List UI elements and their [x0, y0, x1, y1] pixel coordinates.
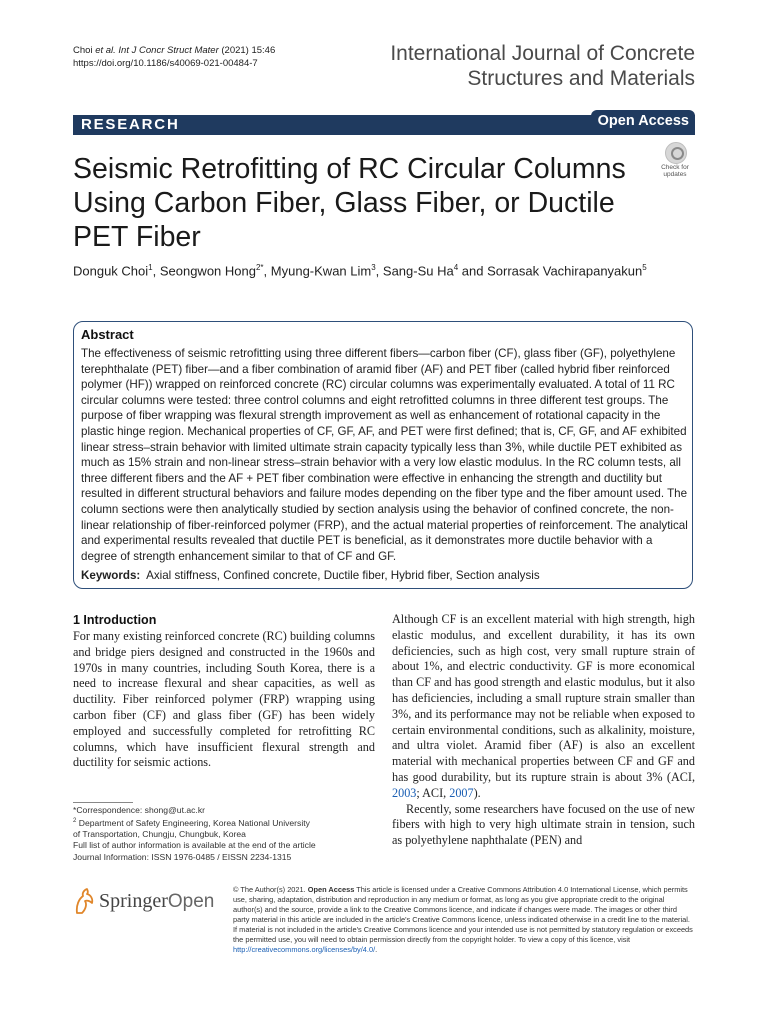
article-title: Seismic Retrofitting of RC Circular Columns Using Carbon Fiber, Glass Fiber, or Ductile PET Fiber [73, 153, 626, 253]
citation [73, 44, 275, 70]
keywords-list: Axial stiffness, Confined concrete, Ductile fiber, Hybrid fiber, Section analysis [146, 569, 540, 582]
check-for-updates-badge[interactable] [656, 140, 694, 180]
keywords-label: Keywords: [81, 569, 141, 582]
publisher-wordmark [99, 890, 214, 913]
author-affiliation: 1 [148, 263, 153, 272]
affiliation-line1: Department of Safety Engineering, Korea National University [76, 818, 310, 829]
author-affiliation: 2* [255, 263, 264, 272]
springer-open-logo [73, 885, 223, 921]
check-updates-icon [665, 142, 687, 164]
paragraph [392, 612, 695, 802]
license-copyright: © The Author(s) 2021. [233, 885, 308, 894]
check-updates-label [656, 164, 694, 178]
article-type-label: RESEARCH [81, 116, 180, 133]
affiliation-line2: of Transportation, Chungju, Chungbuk, Korea [73, 829, 246, 840]
check-updates-line1: Check for [661, 164, 689, 171]
paragraph-text: ; ACI, [416, 785, 450, 800]
author-affiliation: 5 [642, 263, 647, 272]
body-text-column-1: For many existing reinforced concrete (RC) building columns and bridge piers designed and constructed in the 1960s and 1970s in many countries, including South Korea, there is a need to increase flexural and shear capacities, as well as ductility. Fiber reinforced polymer (FRP) wrapping using carbon fiber (CF) and glass fiber (GF) has been widely employed and successfully completed for retrofitting RC columns, which have insufficient flexural strength and ductility for seismic actions. [73, 629, 375, 770]
citation-volume: (2021) 15:46 [218, 45, 276, 56]
license-text: This article is licensed under a Creative Commons Attribution 4.0 International License, which permits use, sharing, adaptation, distribution and reproduction in any medium or format, as long as you give appropriate credit to the original author(s) and the source, provide a link to the Creative Commons licence, and indicate if changes were made. The images or other third party material in this article are included in the article's Creative Commons licence, unless indicated otherwise in a credit line to the material. If material is not included in the article's Creative Commons licence and your intended use is not permitted by statutory regulation or exceeds the permitted use, you will need to obtain permission directly from the copyright holder. To view a copy of this licence, visit [233, 885, 693, 944]
abstract-heading: Abstract [81, 327, 134, 342]
author-name[interactable]: Seongwon Hong [159, 263, 256, 279]
affiliation-note [73, 816, 375, 829]
author-name[interactable]: Donguk Choi [73, 263, 149, 279]
doi-link[interactable]: https://doi.org/10.1186/s40069-021-00484-7 [73, 58, 258, 69]
author-name[interactable]: Myung‑Kwan Lim [270, 263, 372, 279]
abstract-text: The effectiveness of seismic retrofitting using three different fibers—carbon fiber (CF), glass fiber (GF), polyethylene terephthalate (PET) fiber—and a fiber combination of aramid fiber (AF) and PET fiber (called hybrid fiber reinforced polymer (HF)) wrapped on reinforced concrete (RC) circular columns was experimentally evaluated. A total of 11 RC circular columns were tested: three control columns and eight retrofitted columns in three different test groups. The purpose of fiber wrapping was flexural strength improvement as well as enhancement of rotational capacity in the plastic hinge region. Mechanical properties of CF, GF, AF, and PET were first defined; that is, CF, GF, and AF exhibited linear stress–strain behavior with limited ultimate strain capacity typically less than 3%, while ductile PET exhibited as much as 15% strain and non-linear stress–strain behavior with a very low elastic modulus. In the RC column tests, all three different fibers and the AF + PET fiber combination were effective in enhancing the strength and ductility but resulted in different structural behaviors and failure modes depending on the fiber type and the fiber amount used. The column sections were then analytically studied by section analysis using the behavior of confined concrete, the non-linear relationship of fiber-reinforced polymer (FRP), and the actual material properties of reinforcement. The analytical and experimental results revealed that ductile PET is beneficial, as it demonstrates more ductile behavior with a degree of strength enhancement similar to that of CF and GF. [81, 347, 688, 563]
journal-info-note: Journal Information: ISSN 1976-0485 / EISSN 2234-1315 [73, 851, 292, 862]
author-info-note: Full list of author information is available at the end of the article [73, 840, 316, 851]
correspondence-note: *Correspondence: shong@ut.ac.kr [73, 805, 205, 815]
springer-horse-icon [73, 887, 95, 915]
author-affiliation: 3 [371, 263, 376, 272]
section-heading-introduction: 1 Introduction [73, 613, 157, 627]
open-access-label: Open Access [597, 113, 689, 129]
publisher-name: Springer [99, 890, 168, 912]
author-list: Donguk Choi$^1$, Seongwon Hong$^{2*}$, Myung‑Kwan Lim$^3$, Sang‑Su Ha$^4$ and Sorrasak Vachirapanyakun$^5$ [73, 263, 647, 279]
journal-name-line1: International Journal of Concrete [390, 42, 695, 65]
check-updates-line2: updates [663, 171, 687, 178]
paragraph-text: Although CF is an excellent material with high strength, high elastic modulus, and excellent durability, it has its own deficiencies, such as high cost, very small rupture strain of about 1%, and electric conductivity. GF is more economical than CF and has good strength and elastic modulus, but it also has deficiencies, including a small rupture strain smaller than 3%, and its performance may not be reliable when exposed to certain environmental conditions, such as alkalinity, moisture, and ultra violet. Aramid fiber (AF) is also an excellent material with mechanical properties between CF and GF and has good durability, but its rupture strain is about 3% (ACI, [392, 612, 695, 784]
license-end: . [375, 945, 378, 954]
section-banner [73, 115, 695, 135]
reference-link[interactable]: 2007 [449, 785, 474, 800]
affiliation-number: 2 [73, 818, 77, 825]
citation-authors: Choi [73, 45, 96, 56]
journal-name-line2: Structures and Materials [467, 67, 695, 90]
author-affiliation: 4 [453, 263, 459, 272]
paragraph-text: ). [473, 785, 481, 800]
citation-journal: et al. Int J Concr Struct Mater [95, 45, 219, 56]
license-statement [233, 885, 695, 955]
reference-link[interactable]: 2003 [392, 785, 417, 800]
license-url-link[interactable]: http://creativecommons.org/licenses/by/4.0/ [233, 945, 376, 954]
publisher-open: Open [167, 891, 215, 912]
license-open-access: Open Access [307, 885, 355, 894]
footnote-divider [73, 802, 133, 803]
author-name[interactable]: Sang‑Su Ha [382, 263, 454, 279]
author-name[interactable]: Sorrasak Vachirapanyakun [487, 263, 643, 279]
paragraph: Recently, some researchers have focused on the use of new fibers with high to very high ultimate strain in tension, such as polyethylene naphthalate (PEN) and [392, 801, 695, 848]
keywords [81, 568, 688, 583]
authors-conjunction: and [458, 263, 488, 279]
journal-name [390, 41, 695, 91]
body-text-column-2 [392, 612, 695, 849]
footnotes [73, 805, 375, 863]
